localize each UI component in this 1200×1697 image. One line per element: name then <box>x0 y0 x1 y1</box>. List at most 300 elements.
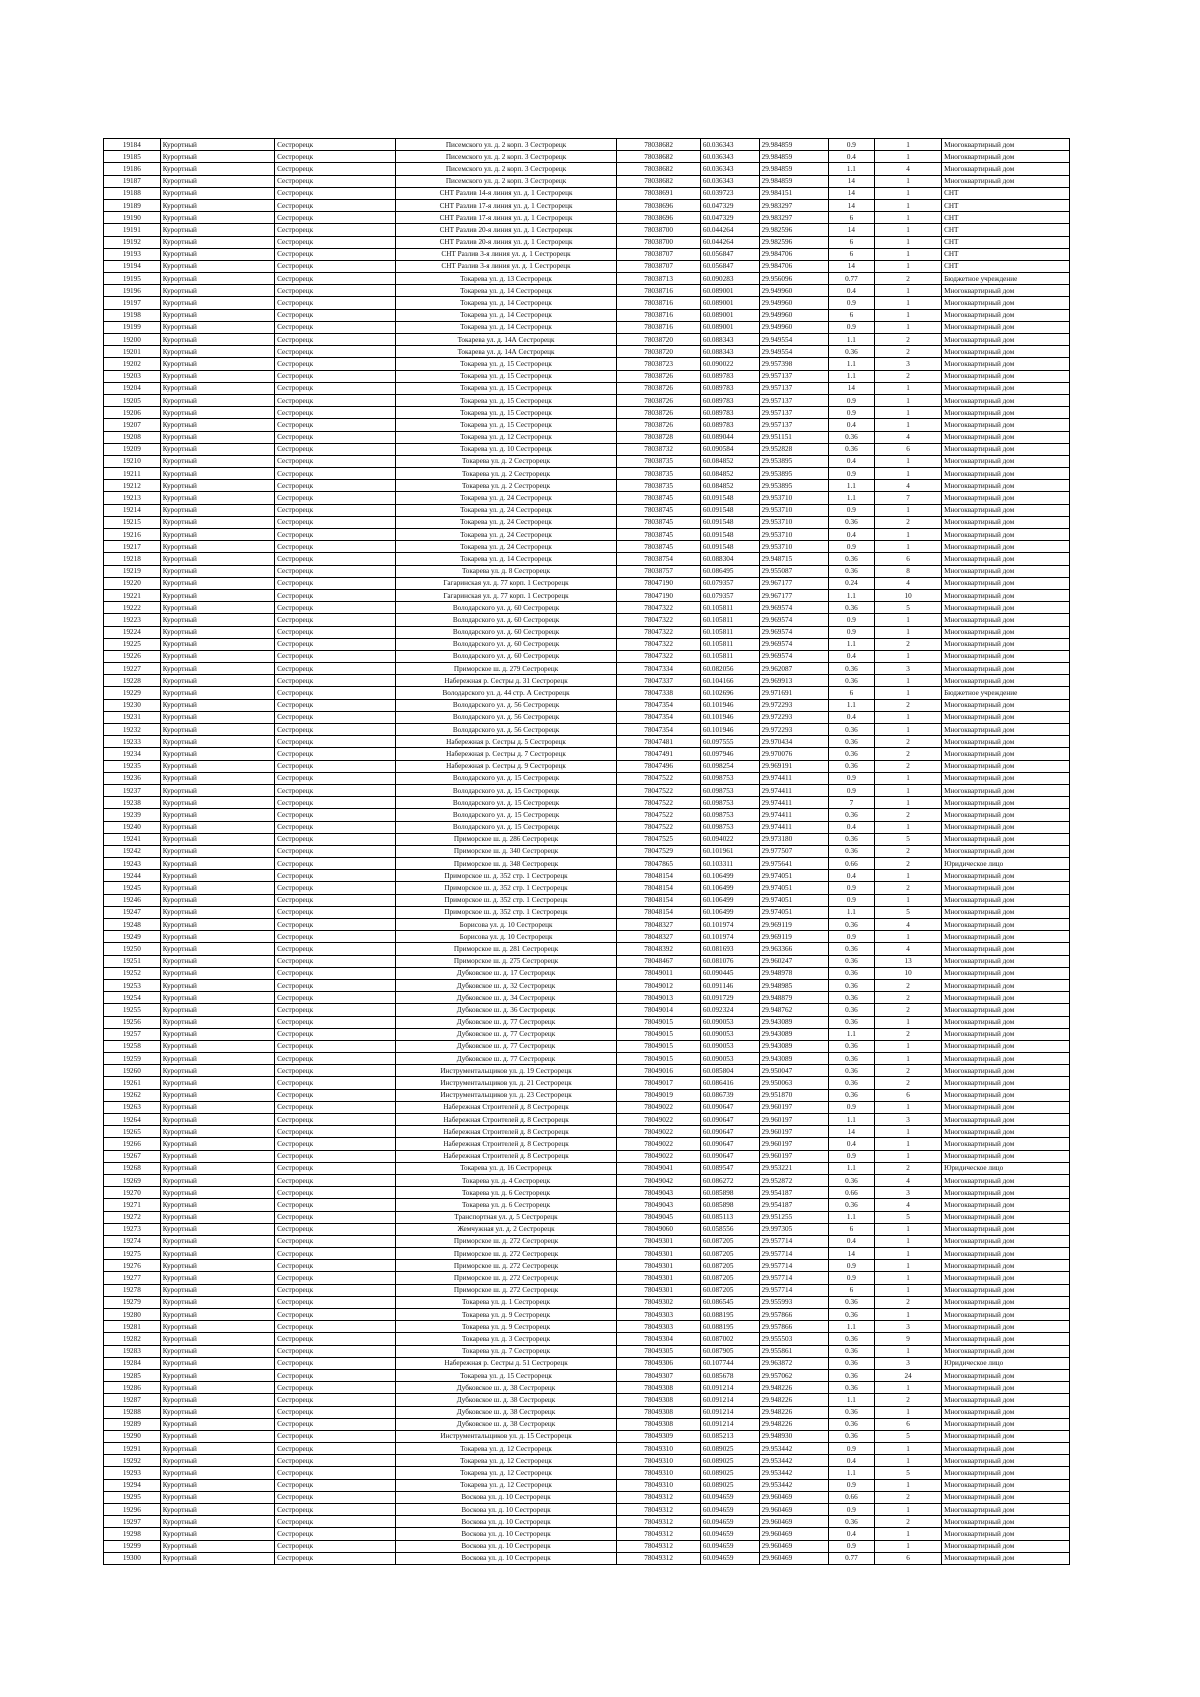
cell-lon: 29.984706 <box>759 248 828 260</box>
cell-city: Сестрорецк <box>275 529 396 541</box>
cell-lat: 60.090053 <box>700 1016 759 1028</box>
table-row <box>104 1516 1070 1528</box>
cell-value: 0.4 <box>828 870 874 882</box>
table-row <box>104 1223 1070 1235</box>
cell-lat: 60.079357 <box>700 577 759 589</box>
table-row <box>104 541 1070 553</box>
cell-district: Курортный <box>160 650 274 662</box>
cell-value: 0.36 <box>828 565 874 577</box>
cell-lat: 60.087905 <box>700 1345 759 1357</box>
cell-value: 1.1 <box>828 358 874 370</box>
cell-value: 0.36 <box>828 1296 874 1308</box>
table-row <box>104 1455 1070 1467</box>
cell-count: 3 <box>875 1187 942 1199</box>
cell-district: Курортный <box>160 1369 274 1381</box>
cell-type: Многоквартирный дом <box>942 772 1070 784</box>
cell-value: 0.9 <box>828 1260 874 1272</box>
cell-code: 78049017 <box>617 1077 701 1089</box>
cell-value: 0.9 <box>828 882 874 894</box>
cell-lat: 60.106499 <box>700 894 759 906</box>
table-row <box>104 894 1070 906</box>
cell-lat: 60.089783 <box>700 382 759 394</box>
cell-count: 1 <box>875 1443 942 1455</box>
cell-value: 14 <box>828 199 874 211</box>
cell-city: Сестрорецк <box>275 431 396 443</box>
cell-address: Токарева ул. д. 14 Сестрорецк <box>395 309 617 321</box>
cell-city: Сестрорецк <box>275 492 396 504</box>
cell-value: 6 <box>828 309 874 321</box>
cell-count: 1 <box>875 199 942 211</box>
cell-count: 2 <box>875 638 942 650</box>
cell-lat: 60.098753 <box>700 821 759 833</box>
cell-id: 19289 <box>104 1418 161 1430</box>
cell-district: Курортный <box>160 553 274 565</box>
cell-district: Курортный <box>160 943 274 955</box>
table-row <box>104 724 1070 736</box>
cell-district: Курортный <box>160 1016 274 1028</box>
cell-type: Многоквартирный дом <box>942 1333 1070 1345</box>
cell-code: 78048154 <box>617 882 701 894</box>
cell-type: Многоквартирный дом <box>942 334 1070 346</box>
cell-type: Многоквартирный дом <box>942 139 1070 151</box>
cell-type: Многоквартирный дом <box>942 809 1070 821</box>
cell-type: Многоквартирный дом <box>942 1114 1070 1126</box>
cell-count: 2 <box>875 992 942 1004</box>
cell-district: Курортный <box>160 1126 274 1138</box>
cell-district: Курортный <box>160 565 274 577</box>
table-row <box>104 468 1070 480</box>
cell-city: Сестрорецк <box>275 577 396 589</box>
cell-lat: 60.089783 <box>700 370 759 382</box>
table-row <box>104 736 1070 748</box>
cell-type: Многоквартирный дом <box>942 468 1070 480</box>
table-row <box>104 931 1070 943</box>
cell-city: Сестрорецк <box>275 1333 396 1345</box>
cell-type: Многоквартирный дом <box>942 419 1070 431</box>
cell-city: Сестрорецк <box>275 394 396 406</box>
table-row <box>104 919 1070 931</box>
table-row <box>104 1053 1070 1065</box>
cell-id: 19240 <box>104 821 161 833</box>
cell-value: 0.9 <box>828 297 874 309</box>
table-row <box>104 1418 1070 1430</box>
cell-district: Курортный <box>160 931 274 943</box>
cell-district: Курортный <box>160 1455 274 1467</box>
cell-lon: 29.955993 <box>759 1296 828 1308</box>
cell-value: 0.4 <box>828 1455 874 1467</box>
cell-district: Курортный <box>160 772 274 784</box>
table-row <box>104 809 1070 821</box>
cell-code: 78049022 <box>617 1114 701 1126</box>
cell-value: 0.36 <box>828 1430 874 1442</box>
cell-city: Сестрорецк <box>275 504 396 516</box>
table-row <box>104 663 1070 675</box>
cell-city: Сестрорецк <box>275 541 396 553</box>
cell-type: Многоквартирный дом <box>942 516 1070 528</box>
cell-id: 19233 <box>104 736 161 748</box>
cell-address: Воскова ул. д. 10 Сестрорецк <box>395 1552 617 1564</box>
table-row <box>104 260 1070 272</box>
cell-count: 2 <box>875 845 942 857</box>
cell-lon: 29.969913 <box>759 675 828 687</box>
table-row <box>104 1345 1070 1357</box>
table-row <box>104 175 1070 187</box>
cell-type: Многоквартирный дом <box>942 541 1070 553</box>
cell-address: Приморское ш. д. 272 Сестрорецк <box>395 1235 617 1247</box>
cell-lon: 29.972293 <box>759 711 828 723</box>
cell-city: Сестрорецк <box>275 955 396 967</box>
cell-address: Приморское ш. д. 286 Сестрорецк <box>395 833 617 845</box>
cell-city: Сестрорецк <box>275 1455 396 1467</box>
cell-id: 19263 <box>104 1101 161 1113</box>
cell-id: 19235 <box>104 760 161 772</box>
cell-code: 78038745 <box>617 516 701 528</box>
cell-lon: 29.974051 <box>759 882 828 894</box>
cell-count: 1 <box>875 821 942 833</box>
cell-district: Курортный <box>160 1540 274 1552</box>
cell-id: 19284 <box>104 1357 161 1369</box>
cell-id: 19223 <box>104 614 161 626</box>
cell-lat: 60.101961 <box>700 845 759 857</box>
cell-lat: 60.101946 <box>700 699 759 711</box>
cell-lat: 60.106499 <box>700 882 759 894</box>
cell-value: 0.36 <box>828 748 874 760</box>
table-row <box>104 650 1070 662</box>
table-row <box>104 589 1070 601</box>
cell-id: 19190 <box>104 212 161 224</box>
table-row <box>104 602 1070 614</box>
cell-city: Сестрорецк <box>275 163 396 175</box>
cell-code: 78047522 <box>617 797 701 809</box>
cell-value: 6 <box>828 212 874 224</box>
cell-district: Курортный <box>160 1260 274 1272</box>
cell-value: 0.4 <box>828 285 874 297</box>
cell-id: 19228 <box>104 675 161 687</box>
cell-count: 1 <box>875 687 942 699</box>
cell-lat: 60.089025 <box>700 1467 759 1479</box>
cell-district: Курортный <box>160 675 274 687</box>
cell-count: 1 <box>875 407 942 419</box>
cell-value: 0.4 <box>828 821 874 833</box>
cell-type: Многоквартирный дом <box>942 1077 1070 1089</box>
table-row <box>104 772 1070 784</box>
cell-city: Сестрорецк <box>275 882 396 894</box>
cell-address: Гагаринская ул. д. 77 корп. 1 Сестрорецк <box>395 577 617 589</box>
cell-value: 1.1 <box>828 1467 874 1479</box>
cell-id: 19208 <box>104 431 161 443</box>
cell-district: Курортный <box>160 1114 274 1126</box>
cell-lon: 29.953442 <box>759 1479 828 1491</box>
cell-address: Дубковское ш. д. 32 Сестрорецк <box>395 979 617 991</box>
cell-city: Сестрорецк <box>275 1114 396 1126</box>
cell-lat: 60.089001 <box>700 297 759 309</box>
cell-district: Курортный <box>160 760 274 772</box>
cell-address: Володарского ул. д. 44 стр. А Сестрорецк <box>395 687 617 699</box>
cell-district: Курортный <box>160 589 274 601</box>
cell-id: 19246 <box>104 894 161 906</box>
cell-count: 1 <box>875 455 942 467</box>
cell-city: Сестрорецк <box>275 1235 396 1247</box>
table-row <box>104 1369 1070 1381</box>
cell-id: 19294 <box>104 1479 161 1491</box>
cell-address: Володарского ул. д. 60 Сестрорецк <box>395 602 617 614</box>
cell-id: 19287 <box>104 1394 161 1406</box>
cell-district: Курортный <box>160 919 274 931</box>
cell-count: 1 <box>875 1272 942 1284</box>
cell-code: 78047522 <box>617 784 701 796</box>
cell-address: Токарева ул. д. 14А Сестрорецк <box>395 334 617 346</box>
cell-code: 78049041 <box>617 1162 701 1174</box>
cell-type: Многоквартирный дом <box>942 1479 1070 1491</box>
cell-code: 78049306 <box>617 1357 701 1369</box>
cell-value: 0.66 <box>828 1187 874 1199</box>
cell-lon: 29.948226 <box>759 1418 828 1430</box>
cell-count: 4 <box>875 919 942 931</box>
cell-type: Многоквартирный дом <box>942 1296 1070 1308</box>
cell-lat: 60.094659 <box>700 1528 759 1540</box>
cell-code: 78038726 <box>617 419 701 431</box>
table-row <box>104 760 1070 772</box>
cell-address: Набережная р. Сестры д. 9 Сестрорецк <box>395 760 617 772</box>
cell-count: 4 <box>875 577 942 589</box>
cell-district: Курортный <box>160 711 274 723</box>
cell-city: Сестрорецк <box>275 358 396 370</box>
cell-lat: 60.047329 <box>700 199 759 211</box>
cell-count: 2 <box>875 858 942 870</box>
cell-value: 14 <box>828 175 874 187</box>
table-row <box>104 431 1070 443</box>
cell-type: Многоквартирный дом <box>942 992 1070 1004</box>
cell-type: Многоквартирный дом <box>942 577 1070 589</box>
cell-value: 0.4 <box>828 1138 874 1150</box>
cell-lon: 29.954187 <box>759 1187 828 1199</box>
cell-count: 9 <box>875 1333 942 1345</box>
cell-type: Многоквартирный дом <box>942 443 1070 455</box>
cell-lon: 29.951255 <box>759 1211 828 1223</box>
cell-value: 1.1 <box>828 334 874 346</box>
cell-lat: 60.081076 <box>700 955 759 967</box>
cell-address: Володарского ул. д. 15 Сестрорецк <box>395 809 617 821</box>
cell-value: 6 <box>828 248 874 260</box>
cell-district: Курортный <box>160 736 274 748</box>
cell-district: Курортный <box>160 1491 274 1503</box>
table-row <box>104 1284 1070 1296</box>
cell-lon: 29.957137 <box>759 382 828 394</box>
cell-address: Токарева ул. д. 8 Сестрорецк <box>395 565 617 577</box>
cell-count: 1 <box>875 1223 942 1235</box>
cell-code: 78049305 <box>617 1345 701 1357</box>
cell-value: 0.36 <box>828 1016 874 1028</box>
cell-code: 78049309 <box>617 1430 701 1442</box>
cell-code: 78049304 <box>617 1333 701 1345</box>
cell-district: Курортный <box>160 224 274 236</box>
cell-city: Сестрорецк <box>275 260 396 272</box>
cell-address: Приморское ш. д. 279 Сестрорецк <box>395 663 617 675</box>
cell-lat: 60.091729 <box>700 992 759 1004</box>
cell-id: 19215 <box>104 516 161 528</box>
cell-value: 6 <box>828 1284 874 1296</box>
cell-id: 19193 <box>104 248 161 260</box>
cell-value: 1.1 <box>828 1211 874 1223</box>
cell-lat: 60.089044 <box>700 431 759 443</box>
cell-city: Сестрорецк <box>275 760 396 772</box>
cell-city: Сестрорецк <box>275 772 396 784</box>
table-row <box>104 992 1070 1004</box>
cell-address: Писемского ул. д. 2 корп. 3 Сестрорецк <box>395 151 617 163</box>
cell-lon: 29.971691 <box>759 687 828 699</box>
cell-count: 1 <box>875 248 942 260</box>
table-row <box>104 394 1070 406</box>
cell-count: 1 <box>875 1345 942 1357</box>
cell-code: 78038735 <box>617 468 701 480</box>
data-table <box>103 138 1070 1565</box>
cell-type: Многоквартирный дом <box>942 1235 1070 1247</box>
cell-city: Сестрорецк <box>275 1126 396 1138</box>
cell-value: 0.36 <box>828 1199 874 1211</box>
cell-type: Многоквартирный дом <box>942 1491 1070 1503</box>
cell-district: Курортный <box>160 321 274 333</box>
cell-type: Многоквартирный дом <box>942 821 1070 833</box>
table-row <box>104 797 1070 809</box>
cell-district: Курортный <box>160 1443 274 1455</box>
cell-count: 3 <box>875 358 942 370</box>
cell-value: 0.36 <box>828 1309 874 1321</box>
cell-city: Сестрорецк <box>275 675 396 687</box>
cell-count: 2 <box>875 1162 942 1174</box>
cell-code: 78049015 <box>617 1053 701 1065</box>
cell-city: Сестрорецк <box>275 614 396 626</box>
cell-district: Курортный <box>160 1394 274 1406</box>
cell-district: Курортный <box>160 1187 274 1199</box>
cell-count: 1 <box>875 724 942 736</box>
cell-count: 1 <box>875 1101 942 1113</box>
cell-type: Многоквартирный дом <box>942 760 1070 772</box>
cell-type: Многоквартирный дом <box>942 1321 1070 1333</box>
cell-address: Володарского ул. д. 15 Сестрорецк <box>395 784 617 796</box>
cell-id: 19239 <box>104 809 161 821</box>
cell-city: Сестрорецк <box>275 248 396 260</box>
cell-city: Сестрорецк <box>275 1516 396 1528</box>
cell-city: Сестрорецк <box>275 370 396 382</box>
cell-code: 78049301 <box>617 1284 701 1296</box>
cell-count: 1 <box>875 1235 942 1247</box>
cell-value: 14 <box>828 187 874 199</box>
cell-address: Токарева ул. д. 2 Сестрорецк <box>395 468 617 480</box>
cell-code: 78047322 <box>617 650 701 662</box>
table-row <box>104 1540 1070 1552</box>
cell-city: Сестрорецк <box>275 919 396 931</box>
cell-count: 1 <box>875 1260 942 1272</box>
cell-code: 78049015 <box>617 1016 701 1028</box>
cell-code: 78047354 <box>617 711 701 723</box>
cell-district: Курортный <box>160 1174 274 1186</box>
cell-lon: 29.951151 <box>759 431 828 443</box>
cell-value: 1.1 <box>828 492 874 504</box>
cell-district: Курортный <box>160 1272 274 1284</box>
cell-lon: 29.949554 <box>759 346 828 358</box>
cell-id: 19258 <box>104 1040 161 1052</box>
cell-city: Сестрорецк <box>275 151 396 163</box>
cell-address: Дубковское ш. д. 38 Сестрорецк <box>395 1382 617 1394</box>
cell-count: 1 <box>875 784 942 796</box>
cell-lon: 29.943089 <box>759 1016 828 1028</box>
cell-lon: 29.984151 <box>759 187 828 199</box>
table-row <box>104 748 1070 760</box>
cell-lat: 60.085804 <box>700 1065 759 1077</box>
cell-type: СНТ <box>942 199 1070 211</box>
cell-value: 0.36 <box>828 1357 874 1369</box>
cell-id: 19213 <box>104 492 161 504</box>
cell-district: Курортный <box>160 1138 274 1150</box>
cell-type: Многоквартирный дом <box>942 894 1070 906</box>
cell-district: Курортный <box>160 163 274 175</box>
cell-value: 0.36 <box>828 967 874 979</box>
table-row <box>104 1430 1070 1442</box>
cell-address: Володарского ул. д. 56 Сестрорецк <box>395 699 617 711</box>
cell-address: СНТ Разлив 14-я линия ул. д. 1 Сестрорецк <box>395 187 617 199</box>
cell-value: 0.9 <box>828 1540 874 1552</box>
cell-district: Курортный <box>160 699 274 711</box>
cell-district: Курортный <box>160 1235 274 1247</box>
cell-lon: 29.967177 <box>759 577 828 589</box>
cell-id: 19250 <box>104 943 161 955</box>
cell-code: 78049301 <box>617 1260 701 1272</box>
cell-code: 78038707 <box>617 260 701 272</box>
cell-city: Сестрорецк <box>275 224 396 236</box>
cell-address: Приморское ш. д. 352 стр. 1 Сестрорецк <box>395 870 617 882</box>
cell-code: 78047496 <box>617 760 701 772</box>
cell-lon: 29.953895 <box>759 480 828 492</box>
cell-code: 78047334 <box>617 663 701 675</box>
cell-lat: 60.090022 <box>700 358 759 370</box>
cell-type: Многоквартирный дом <box>942 1187 1070 1199</box>
cell-lon: 29.960469 <box>759 1491 828 1503</box>
cell-code: 78038691 <box>617 187 701 199</box>
cell-city: Сестрорецк <box>275 589 396 601</box>
cell-lon: 29.954187 <box>759 1199 828 1211</box>
cell-address: Приморское ш. д. 272 Сестрорецк <box>395 1248 617 1260</box>
table-body <box>104 139 1070 1565</box>
cell-address: Токарева ул. д. 15 Сестрорецк <box>395 394 617 406</box>
cell-lat: 60.090053 <box>700 1053 759 1065</box>
cell-id: 19275 <box>104 1248 161 1260</box>
cell-lon: 29.957714 <box>759 1272 828 1284</box>
cell-type: Многоквартирный дом <box>942 407 1070 419</box>
cell-lat: 60.087205 <box>700 1248 759 1260</box>
cell-code: 78038716 <box>617 309 701 321</box>
cell-code: 78047522 <box>617 809 701 821</box>
cell-city: Сестрорецк <box>275 1138 396 1150</box>
cell-code: 78049022 <box>617 1138 701 1150</box>
cell-city: Сестрорецк <box>275 906 396 918</box>
cell-type: Многоквартирный дом <box>942 1028 1070 1040</box>
cell-lat: 60.090647 <box>700 1101 759 1113</box>
cell-lon: 29.962087 <box>759 663 828 675</box>
cell-lon: 29.943089 <box>759 1040 828 1052</box>
cell-city: Сестрорецк <box>275 1150 396 1162</box>
table-row <box>104 711 1070 723</box>
table-row <box>104 1406 1070 1418</box>
cell-city: Сестрорецк <box>275 833 396 845</box>
cell-lat: 60.094659 <box>700 1516 759 1528</box>
cell-lat: 60.085113 <box>700 1211 759 1223</box>
cell-city: Сестрорецк <box>275 407 396 419</box>
cell-district: Курортный <box>160 492 274 504</box>
cell-type: Многоквартирный дом <box>942 175 1070 187</box>
cell-lat: 60.098753 <box>700 797 759 809</box>
table-row <box>104 1552 1070 1564</box>
cell-city: Сестрорецк <box>275 1272 396 1284</box>
